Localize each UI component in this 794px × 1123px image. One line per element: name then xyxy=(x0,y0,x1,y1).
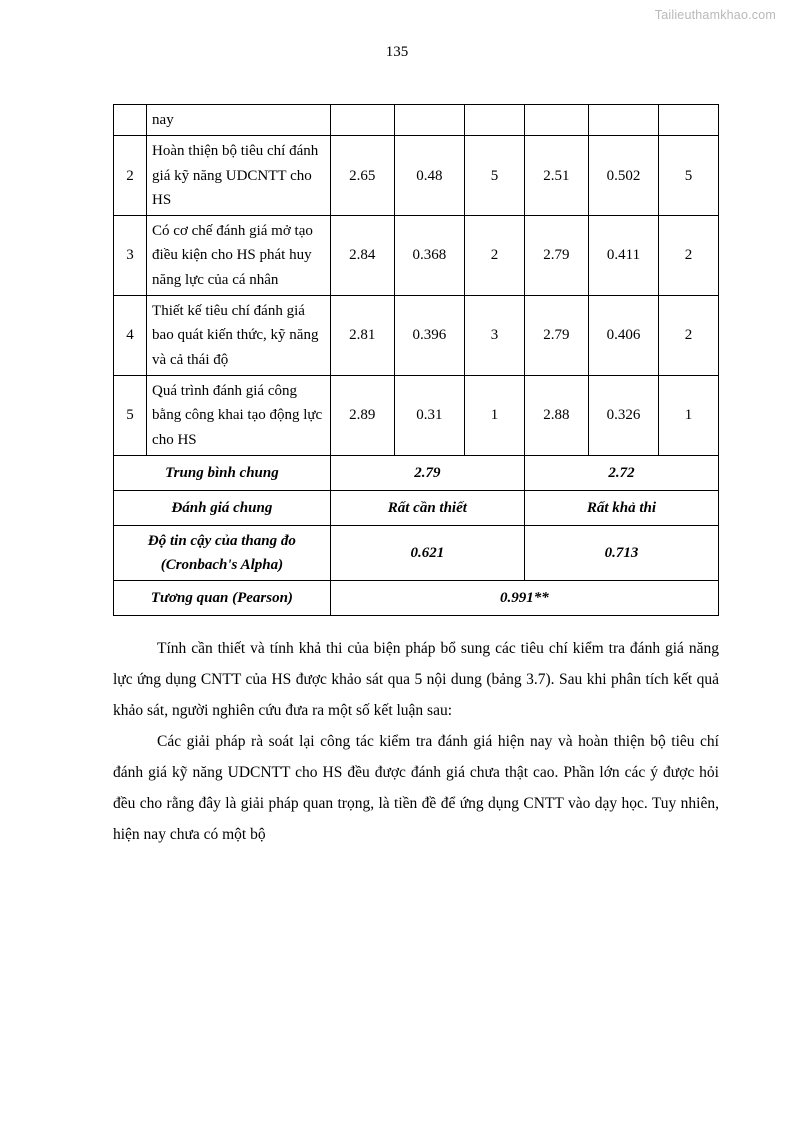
row-mean-2: 2.51 xyxy=(524,136,588,216)
summary-label: Đánh giá chung xyxy=(114,490,331,525)
row-rank-2: 5 xyxy=(659,136,719,216)
row-sd-2: 0.406 xyxy=(588,296,658,376)
summary-row-assessment xyxy=(114,490,719,525)
summary-value-right: Rất khả thi xyxy=(524,490,718,525)
row-rank-2 xyxy=(659,105,719,136)
row-description: Thiết kế tiêu chí đánh giá bao quát kiến thức, kỹ năng và cả thái độ xyxy=(147,296,331,376)
summary-value-left: 2.79 xyxy=(330,455,524,490)
row-rank-2: 1 xyxy=(659,375,719,455)
summary-row-mean xyxy=(114,455,719,490)
summary-value-right: 2.72 xyxy=(524,455,718,490)
row-index: 3 xyxy=(114,216,147,296)
page-content xyxy=(113,104,719,850)
correlation-value: 0.991** xyxy=(330,581,718,616)
summary-value-left: 0.621 xyxy=(330,525,524,581)
row-sd-1: 0.368 xyxy=(394,216,464,296)
table-row xyxy=(114,216,719,296)
page-number: 135 xyxy=(385,44,409,60)
row-sd-2: 0.411 xyxy=(588,216,658,296)
row-sd-1 xyxy=(394,105,464,136)
row-mean-1 xyxy=(330,105,394,136)
row-description: Hoàn thiện bộ tiêu chí đánh giá kỹ năng UDCNTT cho HS xyxy=(147,136,331,216)
table-row xyxy=(114,375,719,455)
body-paragraph-2: Các giải pháp rà soát lại công tác kiểm tra đánh giá hiện nay và hoàn thiện bộ tiêu chí đánh giá kỹ năng UDCNTT cho HS đều được đánh giá chưa thật cao. Phần lớn các ý được hỏi đều cho rằng đây là giải pháp quan trọng, là tiền đề để ứng dụng CNTT vào dạy học. Tuy nhiên, hiện nay chưa có một bộ xyxy=(113,733,719,844)
table-row xyxy=(114,105,719,136)
row-description: Có cơ chế đánh giá mở tạo điều kiện cho HS phát huy năng lực của cá nhân xyxy=(147,216,331,296)
row-mean-2: 2.79 xyxy=(524,216,588,296)
row-mean-2 xyxy=(524,105,588,136)
row-sd-2: 0.502 xyxy=(588,136,658,216)
row-rank-2: 2 xyxy=(659,216,719,296)
row-index: 4 xyxy=(114,296,147,376)
row-sd-1: 0.48 xyxy=(394,136,464,216)
row-index: 2 xyxy=(114,136,147,216)
row-mean-1: 2.81 xyxy=(330,296,394,376)
table-row xyxy=(114,296,719,376)
row-rank-1: 2 xyxy=(465,216,525,296)
row-mean-2: 2.88 xyxy=(524,375,588,455)
row-mean-2: 2.79 xyxy=(524,296,588,376)
summary-row-correlation xyxy=(114,581,719,616)
row-description: Quá trình đánh giá công bằng công khai tạo động lực cho HS xyxy=(147,375,331,455)
correlation-label: Tương quan (Pearson) xyxy=(114,581,331,616)
summary-value-right: 0.713 xyxy=(524,525,718,581)
body-paragraph-1: Tính cần thiết và tính khả thi của biện pháp bổ sung các tiêu chí kiểm tra đánh giá năng lực ứng dụng CNTT của HS được khảo sát qua 5 nội dung (bảng 3.7). Sau khi phân tích kết quả khảo sát, người nghiên cứu đưa ra một số kết luận sau: xyxy=(113,640,719,720)
summary-label: Độ tin cậy của thang đo (Cronbach's Alpha) xyxy=(114,525,331,581)
watermark: Tailieuthamkhao.com xyxy=(654,8,776,22)
row-index: 5 xyxy=(114,375,147,455)
row-rank-1: 1 xyxy=(465,375,525,455)
survey-results-table xyxy=(113,104,719,616)
row-sd-1: 0.31 xyxy=(394,375,464,455)
summary-value-left: Rất cần thiết xyxy=(330,490,524,525)
row-sd-1: 0.396 xyxy=(394,296,464,376)
row-rank-1: 3 xyxy=(465,296,525,376)
row-description: nay xyxy=(147,105,331,136)
row-rank-2: 2 xyxy=(659,296,719,376)
row-sd-2: 0.326 xyxy=(588,375,658,455)
table-row xyxy=(114,136,719,216)
summary-label: Trung bình chung xyxy=(114,455,331,490)
row-sd-2 xyxy=(588,105,658,136)
row-mean-1: 2.84 xyxy=(330,216,394,296)
row-rank-1: 5 xyxy=(465,136,525,216)
summary-row-reliability xyxy=(114,525,719,581)
row-index xyxy=(114,105,147,136)
row-rank-1 xyxy=(465,105,525,136)
row-mean-1: 2.65 xyxy=(330,136,394,216)
row-mean-1: 2.89 xyxy=(330,375,394,455)
